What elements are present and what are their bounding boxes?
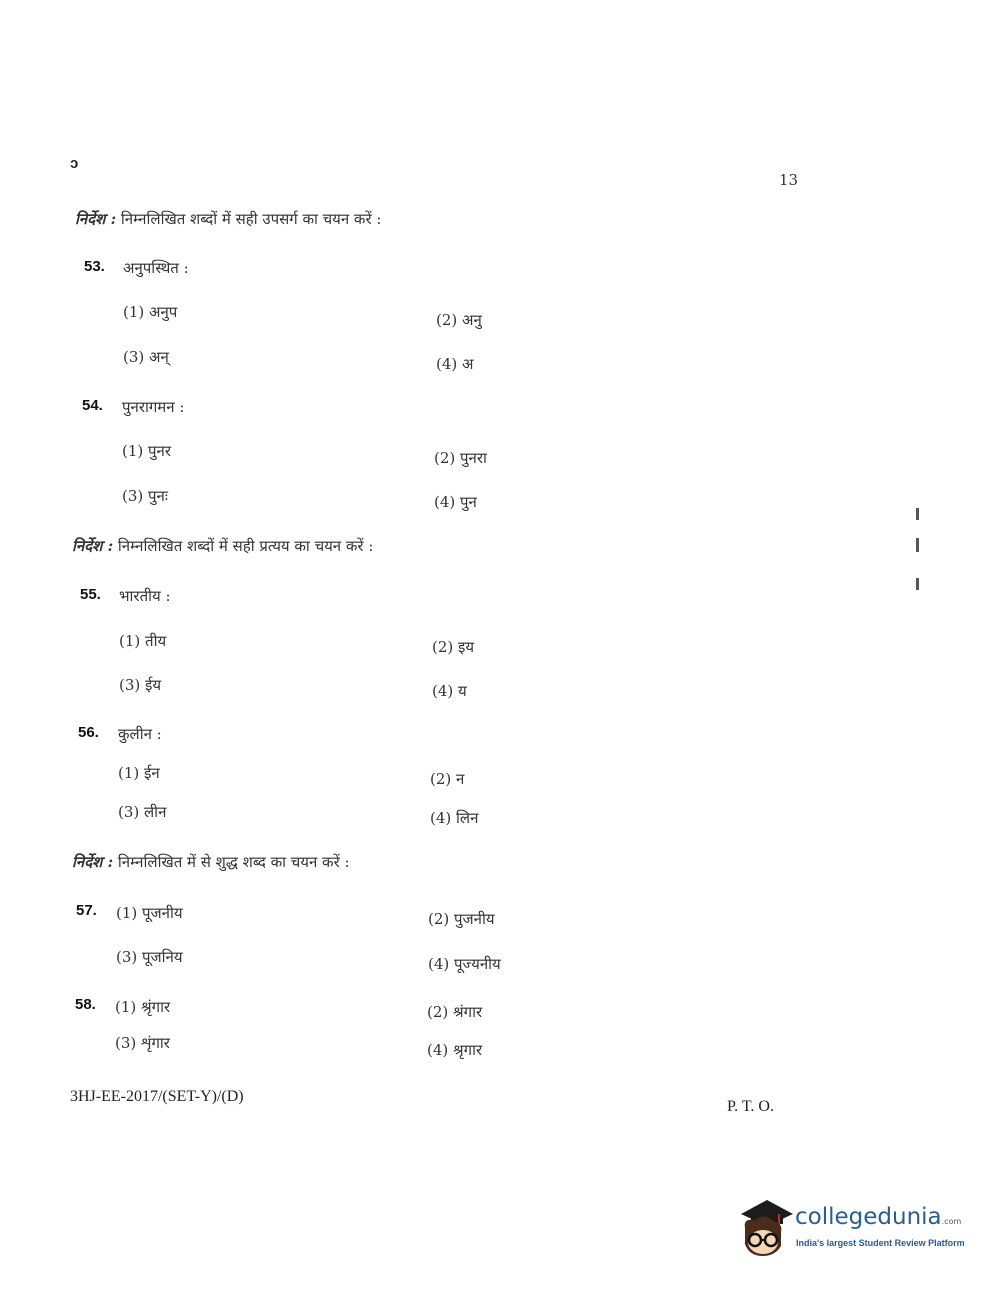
option-4: (4) य [432,682,467,700]
question-text: भारतीय : [119,587,171,605]
page-number: 13 [779,171,799,189]
logo-tagline: India's largest Student Review Platform [796,1238,965,1248]
option-3: (3) अन् [123,348,169,366]
question-number: 57. [76,902,97,919]
option-4: (4) लिन [430,809,479,827]
directive-correct-word [72,852,350,872]
directive-text: निम्नलिखित में से शुद्ध शब्द का चयन करें : [117,853,350,871]
logo-brand-text: collegedunia [795,1204,942,1230]
logo-dotcom: .com [941,1217,962,1226]
question-number: 54. [82,397,103,414]
option-2: (2) पुनरा [434,449,487,467]
directive-text: निम्नलिखित शब्दों में सही उपसर्ग का चयन करें : [120,210,382,228]
option-1: (1) तीय [119,632,167,650]
option-4: (4) पुन [434,493,477,511]
option-1: (1) पुनर [122,442,171,460]
option-3: (3) ईय [119,676,162,694]
corner-mark: ɔ [70,155,79,172]
directive-label: निर्देश : [72,537,114,555]
option-1: (1) पूजनीय [116,904,183,922]
question-text: पुनरागमन : [122,398,185,416]
option-3: (3) पुनः [122,487,168,505]
scan-edge-mark [916,578,919,590]
logo-brand [795,1204,961,1230]
option-1: (1) श्रृंगार [115,998,171,1016]
question-number: 55. [80,586,101,603]
pto-label: P. T. O. [727,1098,774,1115]
option-2: (2) पुजनीय [428,910,495,928]
mascot-icon [735,1198,793,1260]
option-2: (2) न [430,770,465,788]
directive-text: निम्नलिखित शब्दों में सही प्रत्यय का चयन करें : [117,537,374,555]
question-number: 56. [78,724,99,741]
option-3: (3) पूजनिय [116,948,183,966]
directive-label: निर्देश : [72,853,114,871]
option-1: (1) अनुप [123,303,178,321]
option-3: (3) लीन [118,803,167,821]
option-2: (2) अनु [436,311,482,329]
option-4: (4) पूज्यनीय [428,955,501,973]
question-number: 58. [75,996,96,1013]
option-1: (1) ईन [118,764,160,782]
collegedunia-watermark [735,1196,965,1266]
option-3: (3) शृंगार [115,1034,170,1052]
option-4: (4) अ [436,355,474,373]
option-2: (2) इय [432,638,475,656]
directive-prefix [75,209,381,229]
question-number: 53. [84,258,105,275]
directive-label: निर्देश : [75,210,117,228]
scan-edge-mark [916,508,919,520]
option-4: (4) श्रृगार [427,1041,483,1059]
paper-code: 3HJ-EE-2017/(SET-Y)/(D) [70,1088,244,1105]
question-text: अनुपस्थित : [123,259,189,277]
question-text: कुलीन : [118,725,162,743]
option-2: (2) श्रंगार [427,1003,483,1021]
scan-edge-mark [916,538,919,552]
directive-suffix [72,536,373,556]
